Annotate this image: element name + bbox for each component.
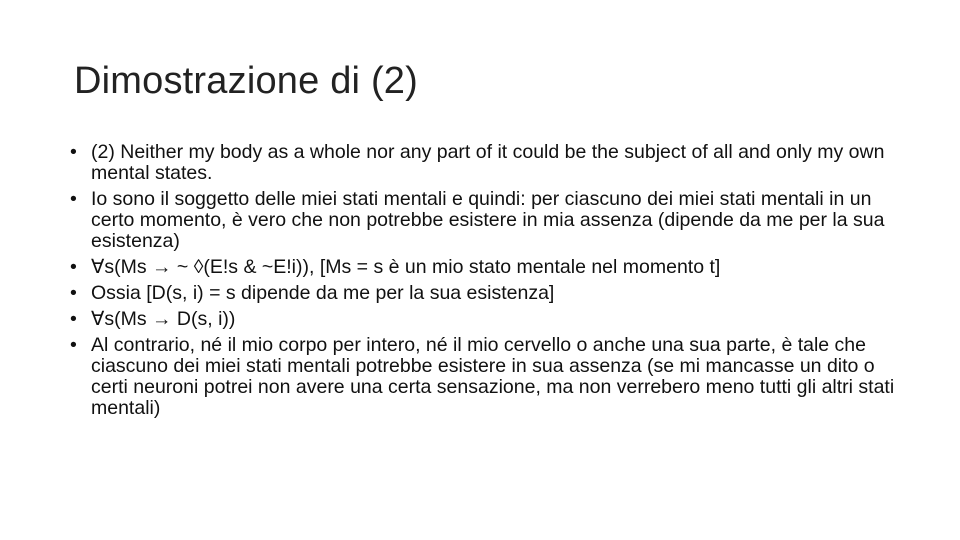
bullet-text: Ossia [D(s, i) = s dipende da me per la sua esistenza] — [91, 282, 555, 304]
bullet-marker: • — [70, 308, 77, 330]
bullet-marker: • — [70, 188, 77, 210]
bullet-marker: • — [70, 334, 77, 356]
bullet-marker: • — [70, 282, 77, 304]
slide-title: Dimostrazione di (2) — [74, 60, 418, 102]
bullet-text: ∀s(Ms → D(s, i)) — [91, 308, 236, 330]
bullet-item — [70, 309, 900, 330]
bullet-marker: • — [70, 141, 77, 163]
bullet-item — [70, 189, 900, 252]
bullet-text: Al contrario, né il mio corpo per intero, né il mio cervello o anche una sua parte, è tale che ciascuno dei miei stati mentali potrebbe esistere in sua assenza (se mi mancasse un dito o certi neuroni potrei non avere una certa sensazione, ma non verrebero meno tutti gli altri stati mentali) — [91, 334, 895, 419]
bullet-text: ∀s(Ms → ~ ◊(E!s & ~E!i)), [Ms = s è un mio stato mentale nel momento t] — [91, 256, 721, 278]
bullet-text: (2) Neither my body as a whole nor any part of it could be the subject of all and only my own mental states. — [91, 141, 885, 184]
bullet-list — [70, 142, 900, 424]
bullet-item — [70, 142, 900, 184]
bullet-item — [70, 283, 900, 304]
bullet-item — [70, 335, 900, 419]
bullet-text: Io sono il soggetto delle miei stati mentali e quindi: per ciascuno dei miei stati mentali in un certo momento, è vero che non potrebbe esistere in mia assenza (dipende da me per la sua esistenza) — [91, 188, 885, 252]
bullet-item — [70, 257, 900, 278]
bullet-marker: • — [70, 256, 77, 278]
